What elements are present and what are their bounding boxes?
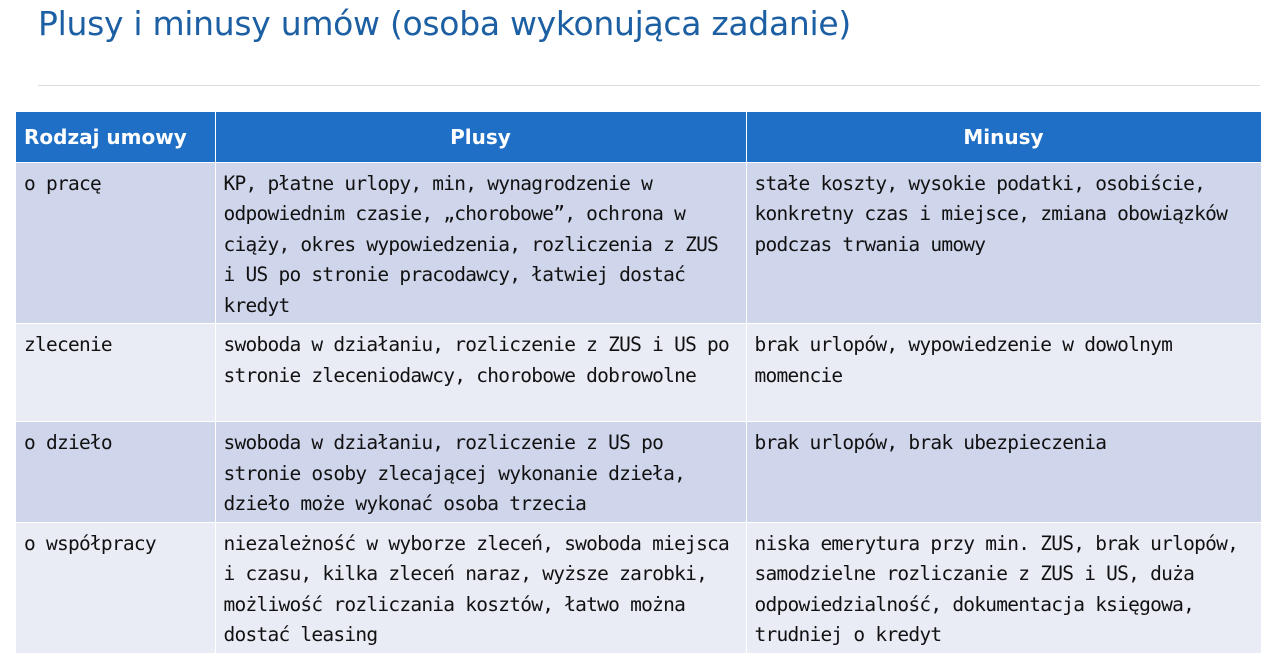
header-contract-type: Rodzaj umowy	[16, 112, 215, 162]
table-row	[16, 324, 1261, 422]
cons-cell: niska emerytura przy min. ZUS, brak urlopów, samodzielne rozliczanie z ZUS i US, duża odpowiedzialność, dokumentacja księgowa, trudniej o kredyt	[746, 522, 1261, 653]
contract-type-cell: o dzieło	[16, 422, 215, 523]
table-row	[16, 522, 1261, 653]
header-cons: Minusy	[746, 112, 1261, 162]
cons-cell: brak urlopów, wypowiedzenie w dowolnym momencie	[746, 324, 1261, 422]
contract-type-cell: o współpracy	[16, 522, 215, 653]
table-row	[16, 162, 1261, 324]
page-title: Plusy i minusy umów (osoba wykonująca zadanie)	[38, 4, 851, 43]
cons-cell: stałe koszty, wysokie podatki, osobiście, konkretny czas i miejsce, zmiana obowiązków podczas trwania umowy	[746, 162, 1261, 324]
cons-cell: brak urlopów, brak ubezpieczenia	[746, 422, 1261, 523]
header-pros: Plusy	[215, 112, 746, 162]
pros-cell: niezależność w wyborze zleceń, swoboda miejsca i czasu, kilka zleceń naraz, wyższe zarobki, możliwość rozliczania kosztów, łatwo można dostać leasing	[215, 522, 746, 653]
pros-cell: swoboda w działaniu, rozliczenie z US po stronie osoby zlecającej wykonanie dzieła, dzieło może wykonać osoba trzecia	[215, 422, 746, 523]
contract-type-cell: zlecenie	[16, 324, 215, 422]
table-row	[16, 422, 1261, 523]
contract-type-cell: o pracę	[16, 162, 215, 324]
contracts-table	[16, 112, 1262, 653]
title-divider	[38, 85, 1260, 86]
pros-cell: KP, płatne urlopy, min, wynagrodzenie w odpowiednim czasie, „chorobowe”, ochrona w ciąży, okres wypowiedzenia, rozliczenia z ZUS i US po stronie pracodawcy, łatwiej dostać kredyt	[215, 162, 746, 324]
table-header-row	[16, 112, 1261, 162]
pros-cell: swoboda w działaniu, rozliczenie z ZUS i US po stronie zleceniodawcy, chorobowe dobrowolne	[215, 324, 746, 422]
